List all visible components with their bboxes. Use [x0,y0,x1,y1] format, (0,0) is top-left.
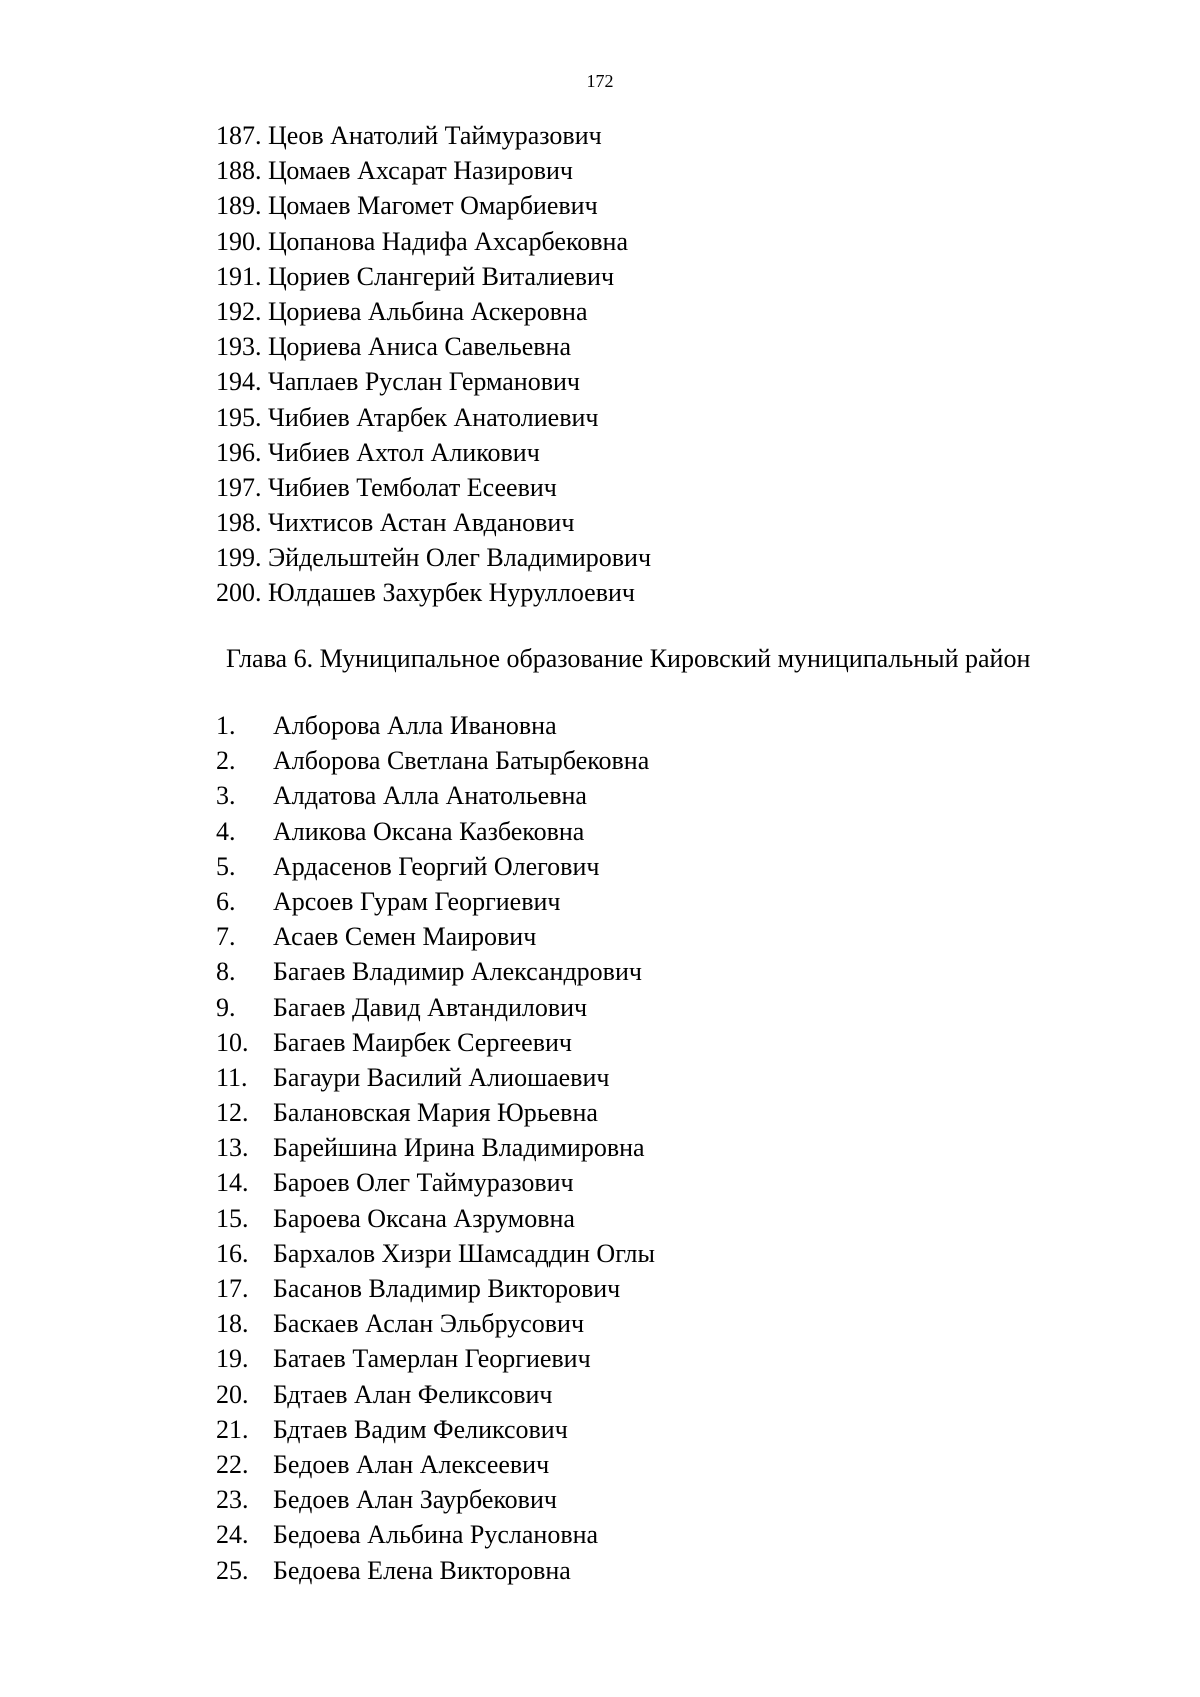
list-item-number: 197. [216,472,262,502]
list-item-name: Балановская Мария Юрьевна [273,1098,598,1128]
list-item-name: Багаев Маирбек Сергеевич [273,1027,572,1057]
list-item-number: 191. [216,261,262,291]
list-item-number: 25. [216,1555,249,1585]
list-item-name: Чибиев Ахтол Аликович [268,437,540,467]
list-item-number: 194. [216,367,262,397]
list-item-number: 16. [216,1238,249,1268]
list-item-number: 189. [216,191,262,221]
list-item [216,1377,655,1412]
list-item-name: Бедоев Алан Алексеевич [273,1449,550,1479]
list-item-number: 24. [216,1520,249,1550]
list-item-name: Багаев Давид Автандилович [273,992,588,1022]
list-item-name: Бархалов Хизри Шамсаддин Оглы [273,1238,655,1268]
list-item [216,1341,655,1376]
continued-name-list [216,118,651,611]
list-item [216,505,651,540]
list-item [216,954,655,989]
list-item-name: Бдтаев Вадим Феликсович [273,1414,568,1444]
list-item [216,849,655,884]
list-item [216,919,655,954]
list-item-number: 199. [216,543,262,573]
list-item [216,1095,655,1130]
list-item-number: 200. [216,578,262,608]
list-item-number: 9. [216,992,236,1022]
list-item-name: Чаплаев Руслан Германович [268,367,580,397]
list-item-number: 187. [216,121,262,150]
list-item-number: 6. [216,886,236,916]
list-item-name: Асаев Семен Маирович [273,922,537,952]
list-item-number: 14. [216,1168,249,1198]
list-item-name: Цопанова Надифа Ахсарбековна [268,226,629,256]
list-item-name: Чибиев Темболат Есеевич [268,472,557,502]
list-item-number: 13. [216,1133,249,1163]
list-item-number: 20. [216,1379,249,1409]
list-item [216,814,655,849]
list-item-number: 15. [216,1203,249,1233]
list-item [216,575,651,610]
list-item-number: 7. [216,922,236,952]
list-item [216,1025,655,1060]
list-item-name: Бдтаев Алан Феликсович [273,1379,553,1409]
list-item [216,470,651,505]
list-item-number: 195. [216,402,262,432]
list-item-number: 193. [216,332,262,362]
list-item-number: 1. [216,711,236,740]
list-item-name: Бедоева Елена Викторовна [273,1555,571,1585]
list-item-name: Алборова Алла Ивановна [273,711,557,740]
list-item [216,1447,655,1482]
list-item [216,1236,655,1271]
list-item [216,329,651,364]
list-item-name: Ардасенов Георгий Олегович [273,851,600,881]
list-item-number: 5. [216,851,236,881]
list-item-name: Цомаев Магомет Омарбиевич [268,191,598,221]
list-item-number: 4. [216,816,236,846]
list-item [216,118,651,153]
list-item-name: Эйдельштейн Олег Владимирович [268,543,652,573]
list-item-number: 190. [216,226,262,256]
list-item-number: 198. [216,508,262,538]
list-item-name: Багаури Василий Алиошаевич [273,1062,610,1092]
list-item-name: Барейшина Ирина Владимировна [273,1133,645,1163]
list-item-number: 10. [216,1027,249,1057]
list-item [216,435,651,470]
list-item-name: Цориева Аниса Савельевна [268,332,572,362]
chapter-title: Глава 6. Муниципальное образование Кировский муниципальный район [226,644,1031,673]
list-item-name: Бедоева Альбина Руслановна [273,1520,599,1550]
list-item [216,153,651,188]
list-item-name: Бароева Оксана Азрумовна [273,1203,575,1233]
list-item-name: Батаев Тамерлан Георгиевич [273,1344,591,1374]
list-item-name: Алборова Светлана Батырбековна [273,746,650,776]
list-item [216,1165,655,1200]
list-item [216,294,651,329]
list-item-number: 22. [216,1449,249,1479]
list-item-number: 17. [216,1274,249,1303]
list-item-name: Цориева Альбина Аскеровна [268,296,588,326]
list-item-name: Чибиев Атарбек Анатолиевич [268,402,599,432]
list-item [216,1412,655,1447]
list-item [216,259,651,294]
list-item-number: 196. [216,437,262,467]
list-item [216,990,655,1025]
list-item-number: 11. [216,1062,248,1092]
list-item-name: Арсоев Гурам Георгиевич [273,886,561,916]
list-item-name: Басанов Владимир Викторович [273,1274,621,1303]
list-item-number: 21. [216,1414,249,1444]
list-item-name: Юлдашев Захурбек Нуруллоевич [268,578,635,608]
list-item [216,1201,655,1236]
list-item [216,1271,655,1306]
chapter-name-list [216,708,655,1588]
list-item [216,708,655,743]
list-item [216,400,651,435]
list-item [216,224,651,259]
list-item [216,1306,655,1341]
list-item [216,884,655,919]
page-number: 172 [586,71,614,91]
list-item-number: 12. [216,1098,249,1128]
list-item [216,540,651,575]
list-item [216,1517,655,1552]
list-item [216,1130,655,1165]
list-item-name: Баскаев Аслан Эльбрусович [273,1309,585,1339]
list-item-name: Бедоев Алан Заурбекович [273,1485,557,1515]
list-item-number: 18. [216,1309,249,1339]
list-item [216,778,655,813]
list-item-name: Алдатова Алла Анатольевна [273,781,587,811]
list-item-number: 192. [216,296,262,326]
list-item-number: 8. [216,957,236,987]
list-item [216,364,651,399]
list-item-name: Бароев Олег Таймуразович [273,1168,574,1198]
list-item [216,1482,655,1517]
list-item-number: 188. [216,156,262,186]
list-item-number: 23. [216,1485,249,1515]
list-item-name: Аликова Оксана Казбековна [273,816,585,846]
list-item-name: Цеов Анатолий Таймуразович [268,121,602,150]
list-item-name: Багаев Владимир Александрович [273,957,642,987]
list-item [216,1060,655,1095]
list-item-name: Чихтисов Астан Авданович [268,508,575,538]
list-item-name: Цомаев Ахсарат Назирович [268,156,573,186]
list-item [216,1553,655,1588]
list-item-name: Цориев Слангерий Виталиевич [268,261,615,291]
list-item [216,188,651,223]
list-item [216,743,655,778]
list-item-number: 3. [216,781,236,811]
list-item-number: 2. [216,746,236,776]
list-item-number: 19. [216,1344,249,1374]
